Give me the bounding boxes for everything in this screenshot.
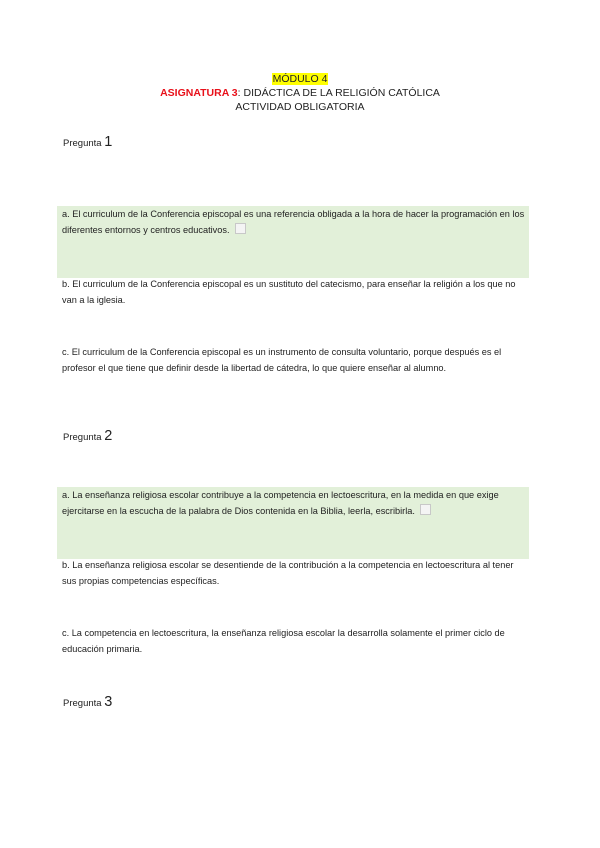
question-2-option-a[interactable] [57, 487, 529, 559]
option-text: b. El curriculum de la Conferencia episcopal es un sustituto del catecismo, para enseñar la religión a los que no van a la iglesia. [62, 279, 516, 305]
question-label: Pregunta [63, 432, 102, 443]
module-line [0, 72, 600, 86]
module-title: MÓDULO 4 [272, 73, 328, 85]
option-text: a. La enseñanza religiosa escolar contribuye a la competencia en lectoescritura, en la medida en que exige ejercitarse en la escucha de la palabra de Dios contenida en la Biblia, leerla, escribirla. [62, 490, 499, 516]
question-label: Pregunta [63, 138, 102, 149]
question-1-option-c[interactable] [57, 345, 529, 376]
question-1-option-a[interactable] [57, 206, 529, 278]
question-number: 1 [104, 134, 113, 150]
subject-label: ASIGNATURA 3 [160, 87, 238, 99]
option-text: a. El curriculum de la Conferencia episcopal es una referencia obligada a la hora de hacer la programación en los diferentes entornos y centros educativos. [62, 209, 525, 235]
subject-line [0, 86, 600, 100]
question-2-heading [63, 428, 112, 444]
answer-checkbox[interactable] [420, 504, 431, 515]
question-number: 2 [104, 428, 113, 444]
answer-checkbox[interactable] [235, 223, 246, 234]
option-text: c. El curriculum de la Conferencia episcopal es un instrumento de consulta voluntario, porque después es el profesor el que tiene que definir desde la libertad de cátedra, lo que quiere enseñar al alumno. [62, 347, 502, 373]
option-text: b. La enseñanza religiosa escolar se desentiende de la contribución a la competencia en lectoescritura al tener sus propias competencias específicas. [62, 560, 514, 586]
question-3-heading [63, 694, 112, 710]
question-2-option-c[interactable] [57, 626, 529, 657]
activity-title: ACTIVIDAD OBLIGATORIA [235, 101, 365, 113]
document-header [0, 72, 600, 114]
question-number: 3 [104, 694, 113, 710]
option-text: c. La competencia en lectoescritura, la enseñanza religiosa escolar la desarrolla solamente el primer ciclo de educación primaria. [62, 628, 505, 654]
question-1-option-b[interactable] [57, 277, 529, 308]
question-2-option-b[interactable] [57, 558, 529, 589]
subject-title: : DIDÁCTICA DE LA RELIGIÓN CATÓLICA [237, 87, 440, 99]
question-label: Pregunta [63, 698, 102, 709]
question-1-heading [63, 134, 112, 150]
